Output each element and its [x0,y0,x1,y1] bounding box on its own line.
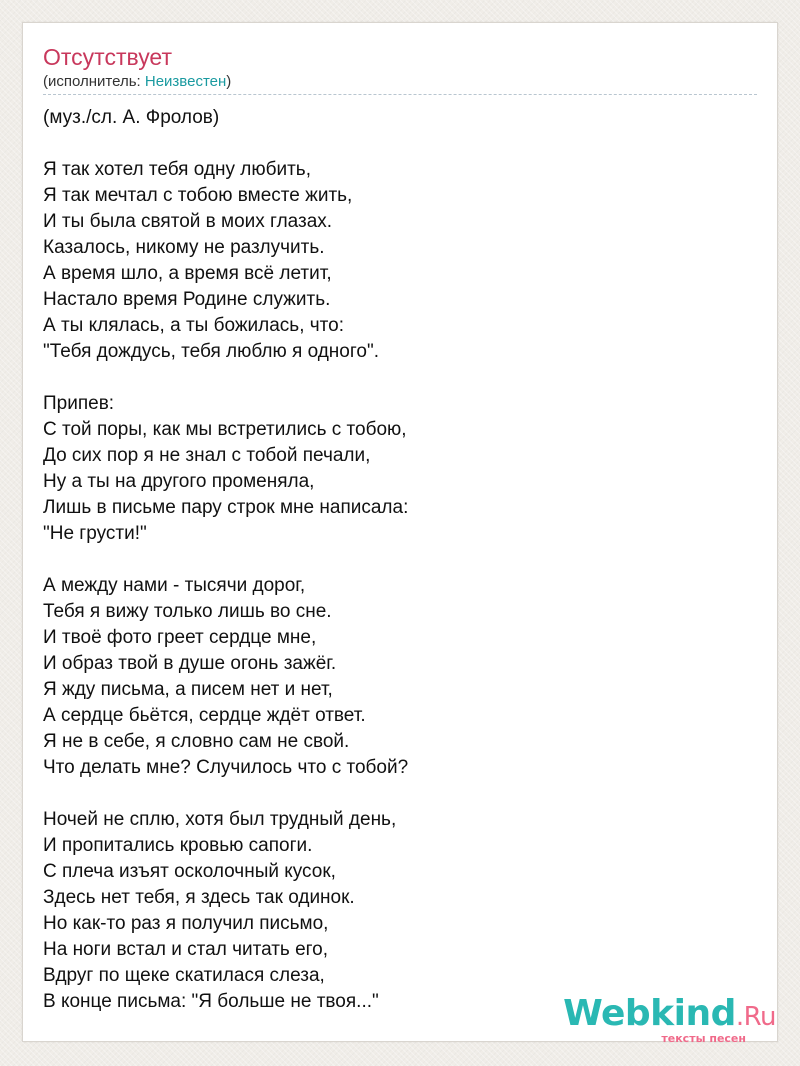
lyric-line: Я не в себе, я словно сам не свой. [43,731,350,752]
lyric-line: Припев: [43,393,115,414]
lyric-line: Что делать мне? Случилось что с тобой? [43,757,409,778]
artist-link[interactable]: Неизвестен [144,73,227,90]
lyric-line: И твоё фото греет сердце мне, [43,627,317,648]
lyric-line: Ну а ты на другого променяла, [43,471,315,492]
stanza-gap [43,547,743,573]
song-title: Отсутствует [43,44,172,70]
lyric-line: И пропитались кровью сапоги. [43,835,313,856]
stanza-gap [43,781,743,807]
lyric-line: А между нами - тысячи дорог, [43,575,306,596]
lyric-line: Я так хотел тебя одну любить, [43,159,311,180]
logo-tld: .Ru [735,1002,776,1032]
lyric-line: "Не грусти!" [43,523,147,544]
lyric-line: Но как-то раз я получил письмо, [43,913,329,934]
lyric-line: А ты клялась, а ты божилась, что: [43,315,344,336]
lyric-line: На ноги встал и стал читать его, [43,939,329,960]
lyric-line: Казалось, никому не разлучить. [43,237,325,258]
lyric-line: (муз./сл. А. Фролов) [43,107,220,128]
lyric-line: Я жду письма, а писем нет и нет, [43,679,333,700]
lyric-line: С плеча изъят осколочный кусок, [43,861,336,882]
lyric-line: В конце письма: "Я больше не твоя..." [43,991,379,1012]
lyric-line: Лишь в письме пару строк мне написала: [43,497,409,518]
lyric-line: С той поры, как мы встретились с тобою, [43,419,407,440]
lyric-line: Я так мечтал с тобою вместе жить, [43,185,353,206]
lyrics-sheet [22,22,778,1042]
lyric-line: И ты была святой в моих глазах. [43,211,333,232]
logo-brand: Webkind [563,993,736,1034]
lyric-line: "Тебя дождусь, тебя люблю я одного". [43,341,379,362]
artist-prefix: (исполнитель: [43,73,145,90]
lyrics-body [43,105,743,1015]
lyric-line: Тебя я вижу только лишь во сне. [43,601,332,622]
webkind-logo [563,994,776,1045]
lyric-line: До сих пор я не знал с тобой печали, [43,445,371,466]
stanza-gap [43,365,743,391]
lyric-line: А время шло, а время всё летит, [43,263,332,284]
stanza-gap [43,131,743,157]
lyric-line: Здесь нет тебя, я здесь так одинок. [43,887,355,908]
divider [43,94,757,95]
artist-line [43,73,231,91]
logo-tagline: тексты песен [661,1032,746,1045]
lyric-line: Вдруг по щеке скатилася слеза, [43,965,325,986]
lyric-line: Ночей не сплю, хотя был трудный день, [43,809,397,830]
lyric-line: И образ твой в душе огонь зажёг. [43,653,337,674]
logo-wordmark [563,994,776,1037]
artist-suffix: ) [226,73,232,90]
lyric-line: А сердце бьётся, сердце ждёт ответ. [43,705,366,726]
lyric-line: Настало время Родине служить. [43,289,331,310]
